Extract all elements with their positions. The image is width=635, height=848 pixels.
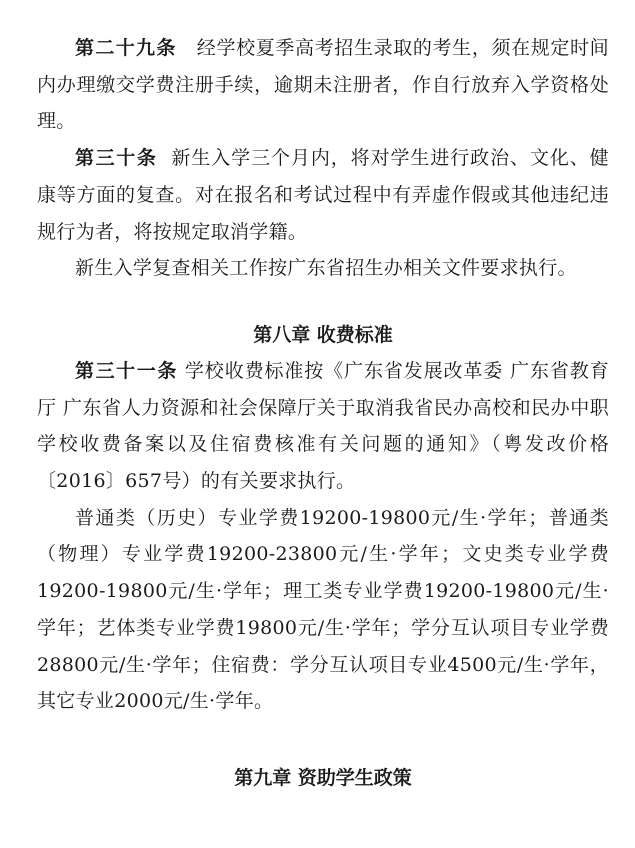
article-30 [37,140,609,250]
article-number: 第二十九条 [75,37,177,59]
article-text: 学校收费标准按《广东省发展改革委 广东省教育厅 广东省人力资源和社会保障厅关于取消我省民办高校和民办中职学校收费备案以及住宿费核准有关问题的通知》（粤发改价格〔2016〕657号）的有关要求执行。 [37,359,609,493]
article-text: 经学校夏季高考招生录取的考生，须在规定时间内办理缴交学费注册手续，逾期未注册者，作自行放弃入学资格处理。 [37,37,609,133]
article-29 [37,30,609,140]
article-number: 第三十一条 [75,359,178,382]
fees-paragraph: 普通类（历史）专业学费19200-19800元/生·学年；普通类（物理）专业学费19200-23800元/生·学年；文史类专业学费19200-19800元/生·学年；理工类专业学费19200-19800元/生·学年；艺体类专业学费19800元/生·学年；学分互认项目专业学费28800元/生·学年；住宿费：学分互认项目专业4500元/生·学年，其它专业2000元/生·学年。 [37,506,609,713]
article-number: 第三十条 [75,147,158,170]
chapter-title-8: 第八章 收费标准 [253,323,393,346]
document-page [37,30,609,796]
chapter-title-9: 第九章 资助学生政策 [234,766,412,789]
article-31 [37,353,609,500]
article-text: 新生入学三个月内，将对学生进行政治、文化、健康等方面的复查。对在报名和考试过程中有弄虚作假或其他违纪违规行为者，将按规定取消学籍。 [37,147,609,243]
note-paragraph: 新生入学复查相关工作按广东省招生办相关文件要求执行。 [75,257,577,280]
